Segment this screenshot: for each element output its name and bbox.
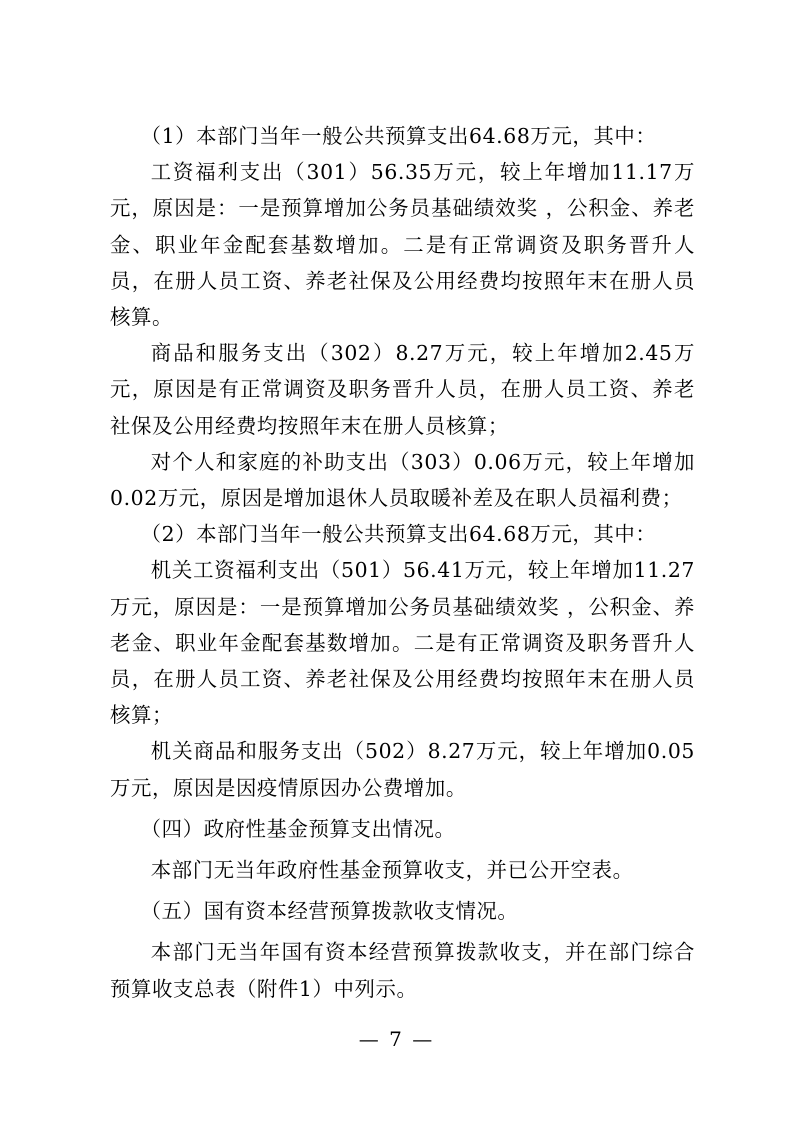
paragraph-wage-welfare-301: 工资福利支出（301）56.35万元，较上年增加11.17万元，原因是：一是预算增加公务员基础绩效奖 ，公积金、养老金、职业年金配套基数增加。二是有正常调资及职务晋升人员，在册人员工资、养老社保及公用经费均按照年末在册人员核算。 [110,160,695,330]
paragraph-general-budget-2: （2）本部门当年一般公共预算支出64.68万元，其中： [140,522,657,547]
paragraph-general-budget-1: （1）本部门当年一般公共预算支出64.68万元，其中： [140,124,657,148]
paragraph-government-fund: 本部门无当年政府性基金预算收支，并已公开空表。 [150,858,634,883]
paragraph-state-capital: 本部门无当年国有资本经营预算拨款收支，并在部门综合预算收支总表（附件1）中列示。 [110,940,695,1001]
document-body [110,118,695,1007]
paragraph-wage-welfare-501: 机关工资福利支出（501）56.41万元，较上年增加11.27万元，原因是：一是预算增加公务员基础绩效奖 ，公积金、养老金、职业年金配套基数增加。二是有正常调资及职务晋升人员，在册人员工资、养老社保及公用经费均按照年末在册人员核算； [110,558,695,728]
paragraph-goods-services-502: 机关商品和服务支出（502）8.27万元，较上年增加0.05万元，原因是因疫情原因办公费增加。 [110,739,695,800]
heading-state-capital: （五）国有资本经营预算拨款收支情况。 [140,899,519,924]
page-number: — 7 — [358,1027,435,1051]
paragraph-subsidy-303: 对个人和家庭的补助支出（303）0.06万元，较上年增加0.02万元，原因是增加退休人员取暖补差及在职人员福利费； [110,449,695,511]
heading-government-fund: （四）政府性基金预算支出情况。 [140,816,456,841]
paragraph-goods-services-302: 商品和服务支出（302）8.27万元，较上年增加2.45万元，原因是有正常调资及职务晋升人员，在册人员工资、养老社保及公用经费均按照年末在册人员核算； [110,341,695,438]
